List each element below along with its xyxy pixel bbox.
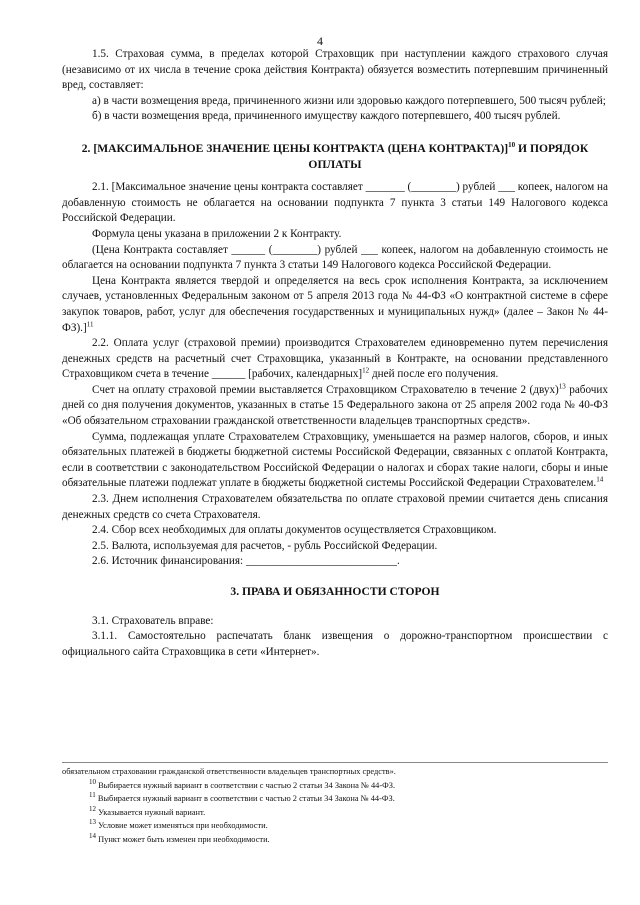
footnote-11: $^{11}$ Выбирается нужный вариант в соответствии с частью 2 статьи 34 Закона № 44-ФЗ. bbox=[89, 791, 395, 804]
clause-2-4: 2.4. Сбор всех необходимых для оплаты документов осуществляется Страховщиком. bbox=[92, 524, 497, 537]
document-body bbox=[62, 47, 608, 660]
invoice-clause: Счет на оплату страховой премии выставляется Страховщиком Страхователю в течение 2 (двух)$^{13}$ рабочих дней со дня получения документов, указанных в статье 15 Федерального закона от 25 апреля 2002 года № 40-ФЗ «Об обязательном страховании гражданской ответственности владельцев транспортных средств». bbox=[62, 382, 608, 428]
clause-1-5-b: б) в части возмещения вреда, причиненного имуществу каждого потерпевшего, 400 тысяч рублей. bbox=[92, 110, 561, 123]
clause-2-2: 2.2. Оплата услуг (страховой премии) производится Страхователем единовременно путем перечисления денежных средств на расчетный счет Страховщика, указанный в Контракте, на основании представленного Страховщиком счета в течение ______ [рабочих, календарных]$^{12}$ дней после его получения. bbox=[62, 337, 608, 381]
footnote-ref-14: 14 bbox=[596, 475, 604, 484]
clause-1-5-a: а) в части возмещения вреда, причиненного жизни или здоровью каждого потерпевшего, 500 тысяч рублей; bbox=[92, 94, 606, 107]
clause-2-3: 2.3. Днем исполнения Страхователем обязательства по оплате страховой премии считается день списания денежных средств со счета Страхователя. bbox=[62, 493, 608, 521]
footnote-continuation: обязательном страховании гражданской ответственности владельцев транспортных средств». bbox=[62, 767, 396, 776]
clause-2-5: 2.5. Валюта, используемая для расчетов, - рубль Российской Федерации. bbox=[92, 539, 438, 552]
footnote-ref-13: 13 bbox=[558, 382, 566, 391]
footnote-ref-10: 10 bbox=[508, 141, 516, 150]
fixed-price-clause: Цена Контракта является твердой и определяется на весь срок исполнения Контракта, за исключением случаев, установленных Федеральным законом от 5 апреля 2013 года № 44-ФЗ «О контрактной системе в сфере закупок товаров, работ, услуг для обеспечения государственных и муниципальных нужд» (далее – Закон № 44-ФЗ).]$^{11}$ bbox=[62, 274, 608, 334]
footnote-14: $^{14}$ Пункт может быть изменен при необходимости. bbox=[89, 832, 270, 844]
footnote-ref-11: 11 bbox=[86, 319, 94, 328]
section-3-heading: 3. ПРАВА И ОБЯЗАННОСТИ СТОРОН bbox=[230, 585, 440, 598]
footnote-ref-12: 12 bbox=[362, 366, 370, 375]
footnotes bbox=[62, 762, 608, 847]
footnote-divider bbox=[62, 762, 608, 763]
clause-1-5: 1.5. Страховая сумма, в пределах которой Страховщик при наступлении каждого страхового случая (независимо от их числа в течение срока действия Контракта) обязуется возместить потерпевшим причиненный вред, составляет: bbox=[62, 48, 608, 92]
page-number: 4 bbox=[317, 34, 323, 48]
clause-3-1-1: 3.1.1. Самостоятельно распечатать бланк извещения о дорожно-транспортном происшествии с официального сайта Страховщика в сети «Интернет». bbox=[62, 630, 608, 658]
section-2-heading: 2. [МАКСИМАЛЬНОЕ ЗНАЧЕНИЕ ЦЕНЫ КОНТРАКТА (ЦЕНА КОНТРАКТА)]$^{10}$ И ПОРЯДОК ОПЛАТЫ bbox=[81, 141, 589, 171]
clause-2-6: 2.6. Источник финансирования: ___________________________. bbox=[92, 555, 400, 568]
footnote-12: $^{12}$ Указывается нужный вариант. bbox=[89, 804, 206, 817]
sum-reduction-clause: Сумма, подлежащая уплате Страхователем Страховщику, уменьшается на размер налогов, сборов, и иных обязательных платежей в бюджеты бюджетной системы Российской Федерации, связанных с оплатой Контракта, если в соответствии с законодательством Российской Федерации о налогах и сборах такие налоги, сборы и иные обязательные платежи подлежат уплате в бюджеты бюджетной системы Российской Федерации Страхователем.$^{14}$ bbox=[62, 430, 608, 490]
clause-2-1: 2.1. [Максимальное значение цены контракта составляет _______ (________) рублей ___ копеек, налогом на добавленную стоимость не облагается на основании подпункта 7 пункта 3 статьи 149 Налогового кодекса Российской Федерации. bbox=[62, 181, 608, 225]
footnote-13: $^{13}$ Условие может изменяться при необходимости. bbox=[89, 818, 268, 831]
footnote-10: $^{10}$ Выбирается нужный вариант в соответствии с частью 2 статьи 34 Закона № 44-ФЗ. bbox=[89, 777, 396, 790]
price-formula-note: Формула цены указана в приложении 2 к Контракту. bbox=[92, 227, 342, 240]
clause-3-1: 3.1. Страхователь вправе: bbox=[92, 614, 214, 627]
contract-price-alt: (Цена Контракта составляет ______ (________) рублей ___ копеек, налогом на добавленную стоимость не облагается на основании подпункта 7 пункта 3 статьи 149 Налогового кодекса Российской Федерации. bbox=[62, 243, 608, 272]
